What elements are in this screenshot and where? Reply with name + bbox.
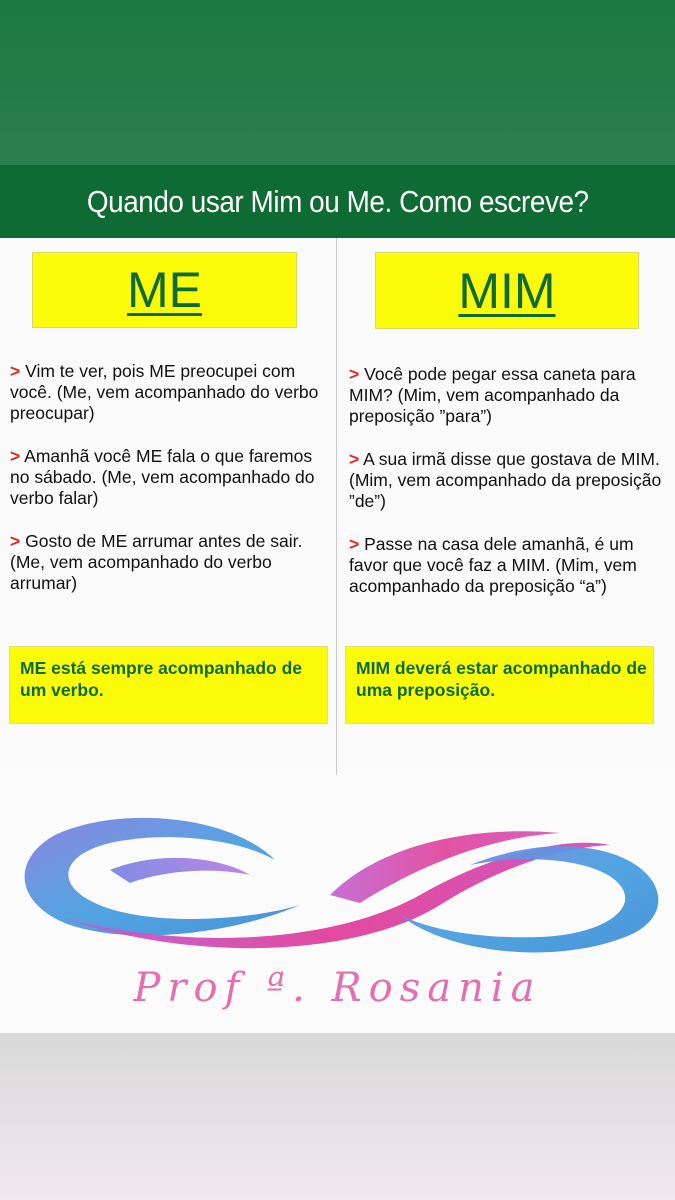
- mim-example-text: A sua irmã disse que gostava de MIM. (Mim, vem acompanhado da preposição ”de”): [349, 449, 662, 511]
- me-example-text: Vim te ver, pois ME preocupei com você. (Me, vem acompanhado do verbo preocupar): [10, 361, 319, 423]
- mim-rule-text: MIM deverá estar acompanhado de uma preposição.: [356, 658, 647, 700]
- me-example-text: Gosto de ME arrumar antes de sair. (Me, vem acompanhado do verbo arrumar): [10, 531, 303, 593]
- mim-rule-box: [345, 646, 654, 724]
- bullet-marker: >: [10, 531, 21, 551]
- bullet-marker: >: [349, 534, 360, 554]
- mim-example-text: Você pode pegar essa caneta para MIM? (Mim, vem acompanhado da preposição ”para”): [349, 364, 636, 426]
- me-examples: [10, 361, 328, 616]
- bullet-marker: >: [10, 361, 21, 381]
- me-example-text: Amanhã você ME fala o que faremos no sábado. (Me, vem acompanhado do verbo falar): [10, 446, 315, 508]
- mim-example-2: [349, 449, 667, 512]
- mim-example-3: [349, 534, 667, 597]
- me-example-3: [10, 531, 328, 594]
- bullet-marker: >: [349, 449, 360, 469]
- title-bar: [0, 165, 675, 238]
- mim-heading-box: [375, 252, 639, 329]
- me-example-1: [10, 361, 328, 424]
- page-title: Quando usar Mim ou Me. Como escreve?: [86, 183, 589, 219]
- bullet-marker: >: [10, 446, 21, 466]
- me-heading-box: [32, 252, 297, 328]
- top-green-band: [0, 0, 675, 165]
- signature-text: Prof ª. Rosania: [133, 965, 542, 1011]
- mim-example-text: Passe na casa dele amanhã, é um favor que você faz a MIM. (Mim, vem acompanhado da preposição “a”): [349, 534, 637, 596]
- mim-examples: [349, 364, 667, 619]
- mim-example-1: [349, 364, 667, 427]
- mim-heading: MIM: [458, 262, 556, 319]
- bottom-band: [0, 1033, 675, 1200]
- me-rule-text: ME está sempre acompanhado de um verbo.: [20, 658, 303, 700]
- me-rule-box: [9, 646, 328, 724]
- me-example-2: [10, 446, 328, 509]
- bullet-marker: >: [349, 364, 360, 384]
- me-heading: ME: [127, 262, 202, 318]
